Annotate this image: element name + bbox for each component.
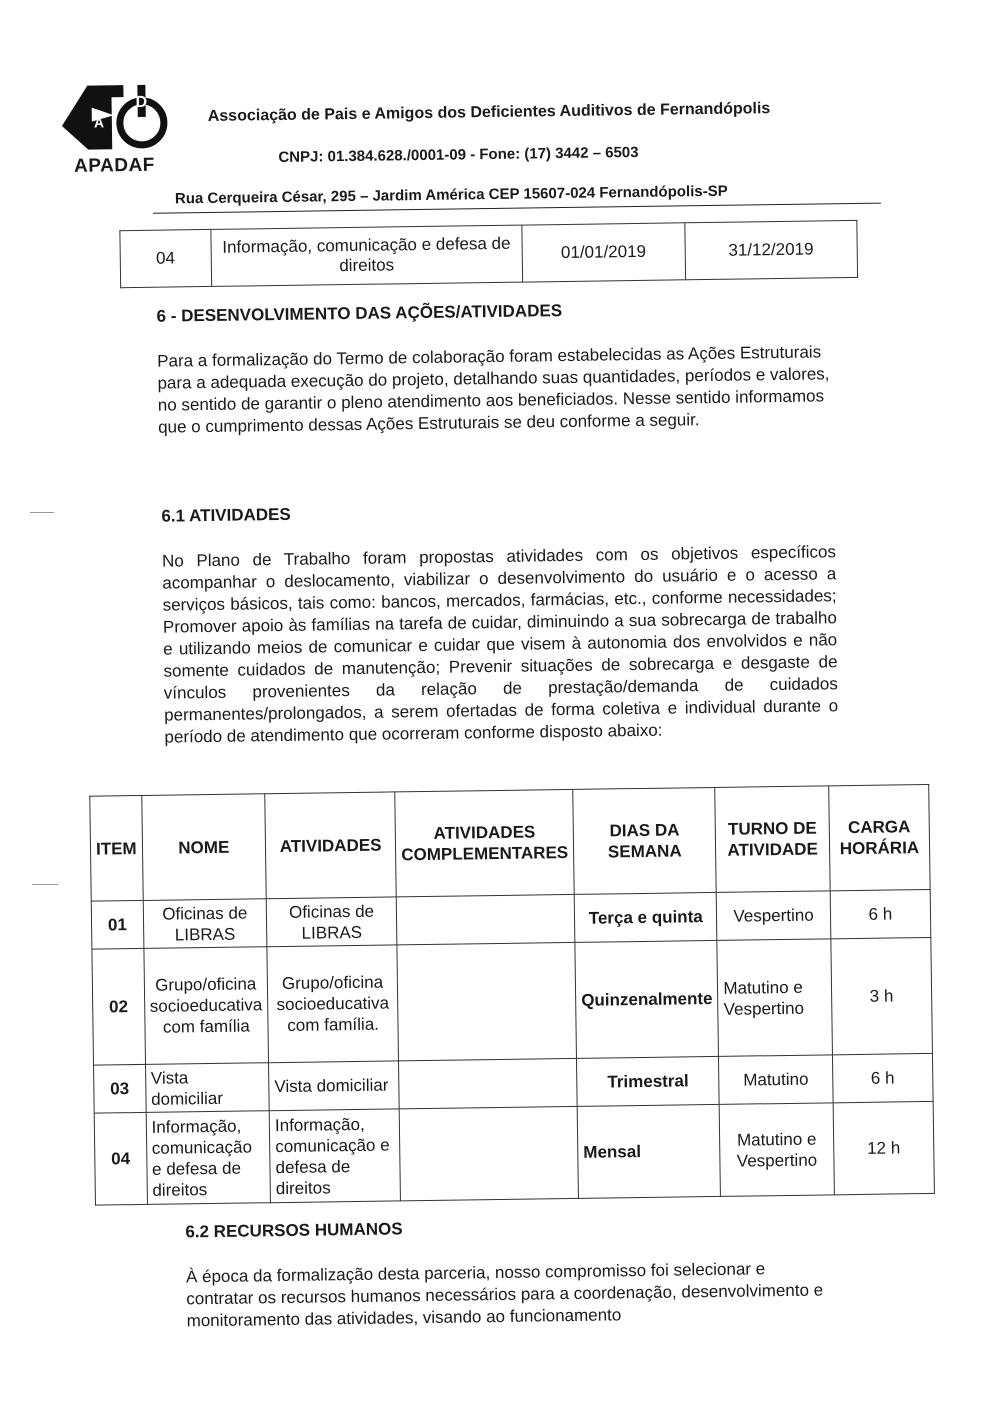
cell-num: 04 xyxy=(120,229,211,287)
cell-item: 03 xyxy=(94,1064,146,1113)
cell-dias: Quinzenalmente xyxy=(575,940,719,1058)
address-line: Rua Cerqueira César, 295 – Jardim América CEP 15607-024 Fernandópolis-SP xyxy=(174,182,728,208)
cell-atividades: Informação, comunicação e defesa de direitos xyxy=(269,1109,400,1203)
cell-atividades: Grupo/oficina socioeducativa com família. xyxy=(267,945,399,1063)
svg-text:D: D xyxy=(135,93,148,111)
cell-nome: Grupo/oficina socioeducativa com família xyxy=(144,947,269,1065)
section-6-1-text: No Plano de Trabalho foram propostas atividades com os objetivos específicos acompanhar o deslocamento, viabilizar o desenvolvimento do usuário e o acesso a serviços básicos, tais como: bancos, mercados, farmácias, etc., conforme necessidades; Promover apoio às famílias na tarefa de cuidar, diminuindo a sua sobrecarga de trabalho e utilizando meios de comunicar e cuidar que visem à autonomia dos envolvidos e não somente cuidados de manutenção; Prevenir situações de sobrecarga e desgaste de vínculos provenientes da relação de prestação/demanda de cuidados permanentes/prolongados, a serem ofertadas de forma coletiva e individual durante o período de atendimento que ocorreram conforme disposto abaixo: xyxy=(161,542,839,747)
scan-mark xyxy=(30,512,54,513)
table-row xyxy=(94,1101,934,1205)
cell-atividades: Oficinas de LIBRAS xyxy=(266,897,397,947)
cell-carga: 3 h xyxy=(831,937,933,1054)
previous-table-fragment xyxy=(119,220,858,288)
cell-carga: 6 h xyxy=(830,889,931,938)
cell-dias: Trimestral xyxy=(577,1056,720,1106)
section-6-1-title: 6.1 ATIVIDADES xyxy=(161,504,291,526)
cell-desc: Informação, comunicação e defesa de direitos xyxy=(210,225,522,286)
header-nome: NOME xyxy=(141,794,266,901)
cell-turno: Matutino e Vespertino xyxy=(717,939,832,1057)
cell-end-date: 31/12/2019 xyxy=(684,220,857,279)
cell-complementares xyxy=(399,1058,578,1108)
header-turno: TURNO DE ATIVIDADE xyxy=(715,786,830,893)
cell-item: 01 xyxy=(91,900,143,949)
header-atividades: ATIVIDADES xyxy=(265,792,397,899)
cell-nome: Informação, comunicação e defesa de direitos xyxy=(146,1111,271,1205)
header-carga-horaria: CARGA HORÁRIA xyxy=(828,784,930,890)
cell-carga: 12 h xyxy=(833,1101,934,1194)
table-header-row xyxy=(90,784,930,901)
cell-atividades: Vista domiciliar xyxy=(269,1061,400,1111)
section-6-title: 6 - DESENVOLVIMENTO DAS AÇÕES/ATIVIDADES xyxy=(156,301,563,326)
cell-turno: Matutino xyxy=(719,1055,833,1105)
cell-dias: Mensal xyxy=(577,1104,721,1198)
cell-nome: Oficinas de LIBRAS xyxy=(143,899,267,949)
table-row xyxy=(92,937,933,1065)
cell-dias: Terça e quinta xyxy=(574,892,717,942)
section-6-text: Para a formalização do Termo de colaboração foram estabelecidas as Ações Estruturais para a adequada execução do projeto, detalhando suas quantidades, períodos e valores, no sentido de garantir o pleno atendimento aos beneficiados. Nesse sentido informamos que o cumprimento dessas Ações Estruturais se deu conforme a seguir. xyxy=(157,342,830,437)
section-6-2-title: 6.2 RECURSOS HUMANOS xyxy=(185,1219,403,1242)
scan-mark xyxy=(32,884,58,885)
cell-start-date: 01/01/2019 xyxy=(522,223,685,282)
cell-complementares xyxy=(399,1106,578,1200)
cell-nome: Vista domiciliar xyxy=(145,1063,269,1113)
cell-carga: 6 h xyxy=(832,1053,933,1102)
cell-complementares xyxy=(397,942,576,1060)
cell-turno: Matutino e Vespertino xyxy=(720,1103,835,1197)
header-atividades-complementares: ATIVIDADES COMPLEMENTARES xyxy=(395,789,574,896)
cnpj-phone-line: CNPJ: 01.384.628./0001-09 - Fone: (17) 3442 – 6503 xyxy=(278,143,639,166)
activities-table xyxy=(89,784,935,1206)
svg-text:A: A xyxy=(93,114,105,131)
section-6-2-text: À época da formalização desta parceria, nosso compromisso foi selecionar e contratar os recursos humanos necessários para a coordenação, desenvolvimento e monitoramento das atividades, visando ao funcionamento xyxy=(185,1259,824,1331)
header-item: ITEM xyxy=(90,795,143,901)
header-dias-da-semana: DIAS DA SEMANA xyxy=(573,787,717,894)
logo-text: APADAF xyxy=(73,154,155,177)
cell-item: 02 xyxy=(92,948,145,1065)
table-row xyxy=(120,220,858,287)
cell-turno: Vespertino xyxy=(717,891,831,941)
cell-complementares xyxy=(396,894,575,944)
organization-name: Associação de Pais e Amigos dos Deficientes Auditivos de Fernandópolis xyxy=(207,100,771,125)
cell-item: 04 xyxy=(94,1112,147,1205)
